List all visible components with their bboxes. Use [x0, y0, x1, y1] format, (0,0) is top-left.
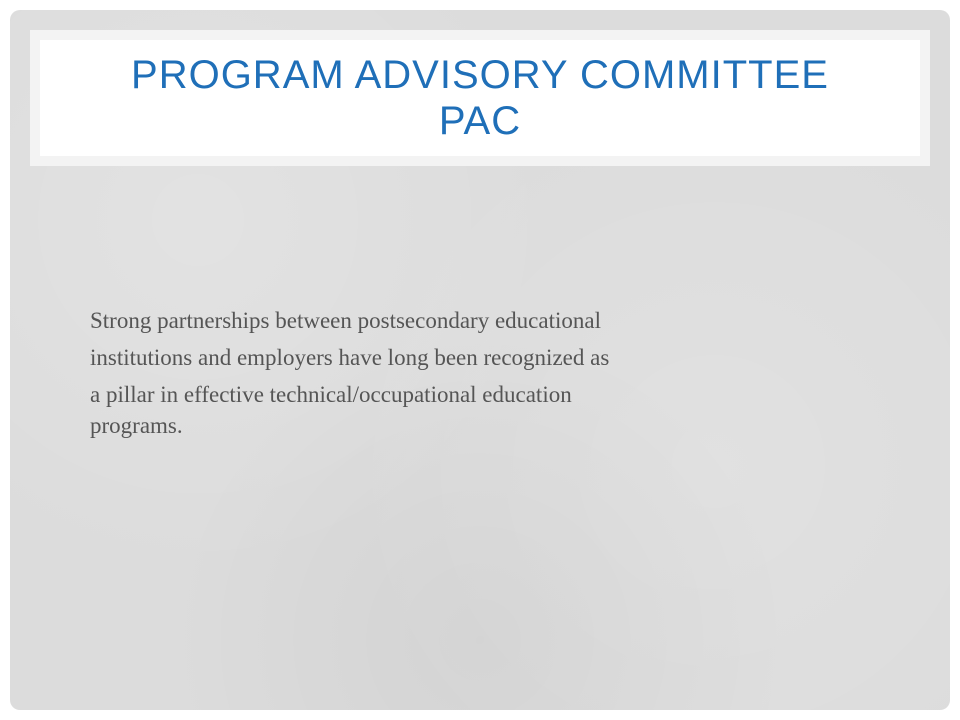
- slide-body: [90, 302, 850, 439]
- slide-title-line-1: PROGRAM ADVISORY COMMITTEE: [131, 53, 829, 97]
- body-line-1: Strong partnerships between postsecondary educational: [90, 308, 601, 333]
- title-box: [40, 40, 920, 156]
- body-line-2: institutions and employers have long been recognized as: [90, 345, 610, 370]
- body-line-4: programs.: [90, 413, 183, 438]
- slide-title-line-2: PAC: [438, 99, 522, 143]
- slide: [10, 10, 950, 710]
- body-line-3: a pillar in effective technical/occupational education: [90, 382, 572, 407]
- title-frame: [30, 30, 930, 166]
- slide-title: [131, 52, 829, 144]
